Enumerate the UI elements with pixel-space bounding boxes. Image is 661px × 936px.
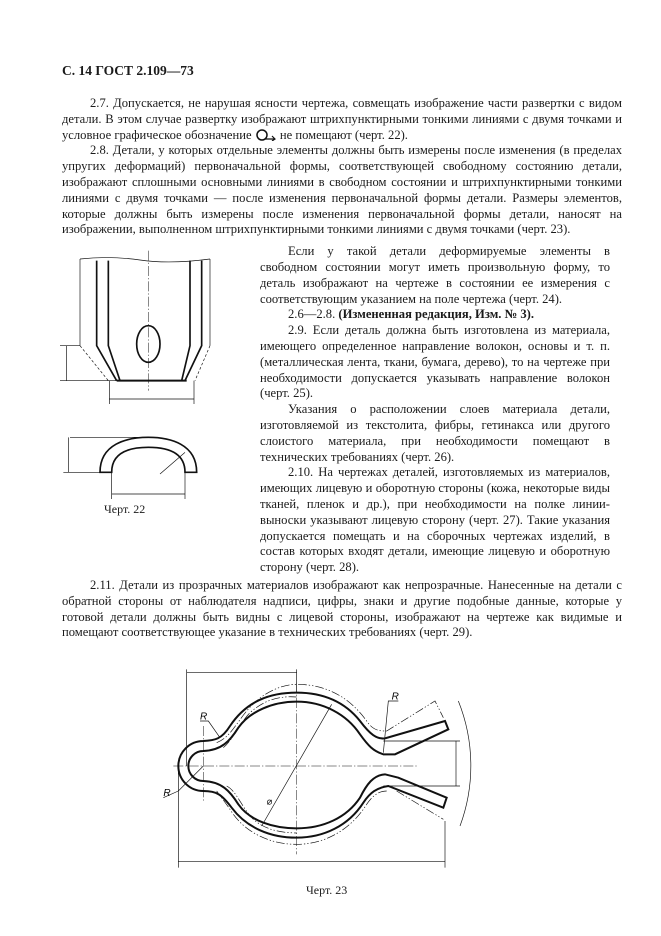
diameter-label: ⌀ xyxy=(266,796,273,807)
paragraph-2-11: 2.11. Детали из прозрачных материалов изображают как непрозрачные. Нанесенные на детали с обратной стороны от наблюдателя надписи, цифры, знаки и другие подобные данные, которые у готовой детали должны быть видны с лицевой стороны, изображают на чертеже как видимые и помещают соответствующее указание в технических требованиях (черт. 29). xyxy=(62,577,622,640)
page-header: С. 14 ГОСТ 2.109—73 xyxy=(62,63,194,78)
paragraph-2-7 xyxy=(62,96,622,143)
paragraph-2-10: 2.10. На чертежах деталей, изготовляемых из материалов, имеющих лицевую и оборотную стороны (кожа, некоторые виды тканей, пленок и др.), при необходимости на полке линии-выноски указывают лицевую сторону (черт. 27). Такие указания допускается помещать и на сборочных чертежах изделий, в состав которых входят детали, имеющие лицевую и оборотную сторону (черт. 28). xyxy=(260,465,610,575)
amendment-note xyxy=(260,307,610,323)
paragraph-text: не помещают (черт. 22). xyxy=(279,127,408,142)
text-block-top xyxy=(62,96,622,238)
paragraph-2-8: 2.8. Детали, у которых отдельные элементы должны быть измерены после изменения (в пределах упругих деформаций) первоначальной формы, соответствующей свободному состоянию детали, изображают сплошными основными линиями в свободном состоянии и штрихпунктирными тонкими линиями с двумя точками — после изменения первоначальной формы детали. Размеры элементов, которые должны быть измерены после изменения первоначальной формы детали, наносят на изображении, выполненном штрихпунктирными тонкими линиями с двумя точками (черт. 23). xyxy=(62,143,622,237)
figure-22-drawing xyxy=(50,244,260,524)
text-block-2-11 xyxy=(62,578,622,641)
radius-label: R xyxy=(391,691,399,703)
paragraph-2-9: 2.9. Если деталь должна быть изготовлена из материала, имеющего определенное направление волокон, основы и т. п. (металлическая лента, ткани, бумага, дерево), то на чертеже при необходимости допускается указывать направление волокон (черт. 25). xyxy=(260,323,610,401)
paragraph-2-8-continued: Если у такой детали деформируемые элементы в свободном состоянии могут иметь произвольную форму, то деталь изображают на чертеже в состоянии ее измерения с соответствующим указанием на поле чертежа (черт. 24). xyxy=(260,244,610,306)
amendment-text: (Измененная редакция, Изм. № 3). xyxy=(338,307,535,322)
paragraph-2-9-continued: Указания о расположении слоев материала детали, изготовляемой из текстолита, фибры, гетинакса или другого слоистого материала, при необходимости помещают в технических требованиях (черт. 26). xyxy=(260,402,610,464)
figure-22-caption: Черт. 22 xyxy=(104,502,146,517)
radius-label: R xyxy=(200,711,208,723)
figure-23-drawing xyxy=(150,651,500,891)
amendment-number: 2.6—2.8. xyxy=(288,307,336,322)
figure-23-caption: Черт. 23 xyxy=(306,883,348,898)
paragraph-text: 2.7. Допускается, не нарушая ясности чертежа, совмещать изображение части развертки с видом детали. В этом случае развертку изображают штрихпунктирными тонкими линиями с двумя точками и условное графическое обозначение xyxy=(62,96,622,142)
unfolded-symbol-icon xyxy=(255,129,277,141)
radius-label: R xyxy=(163,788,171,800)
figure-22-row xyxy=(62,244,622,576)
figure-23 xyxy=(62,651,622,898)
text-block-right xyxy=(260,244,610,576)
figure-22 xyxy=(50,244,248,517)
